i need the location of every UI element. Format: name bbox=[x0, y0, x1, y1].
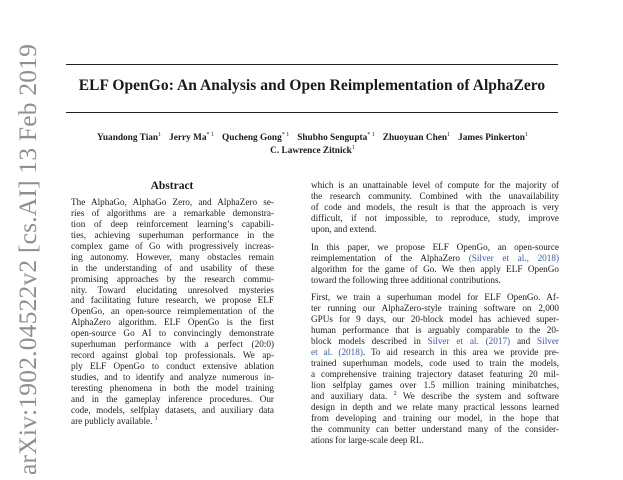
abstract-line-text: ply ELF OpenGo to conduct extensive ablation bbox=[71, 361, 274, 372]
abstract-line-text: code, models, selfplay datasets, and auxiliary data bbox=[71, 404, 274, 415]
footnote-marker: 1 bbox=[154, 415, 158, 422]
citation-link[interactable]: (Silver et al., 2018) bbox=[468, 252, 560, 263]
author-affiliation-mark: * 1 bbox=[367, 132, 375, 138]
body-text: GPUs for 9 days, our 20-block model has achieved super- bbox=[311, 314, 559, 325]
body-text: ations for large-scale deep RL. bbox=[311, 434, 424, 445]
author-name: Yuandong Tian bbox=[97, 133, 159, 143]
footnote-marker: 2 bbox=[393, 390, 397, 397]
body-line bbox=[311, 402, 559, 413]
body-text: which is an unattainable level of compute for the majority of bbox=[311, 180, 559, 190]
body-line bbox=[311, 303, 559, 314]
body-line bbox=[311, 264, 559, 275]
abstract-line-text: open-source Go AI to convincingly demonstrate bbox=[71, 328, 274, 339]
arxiv-stamp: arXiv:1902.04522v2 [cs.AI] 13 Feb 2019 bbox=[13, 43, 42, 475]
body-text: difficult, if not impossible, to reproduce, study, improve bbox=[311, 212, 559, 223]
body-text: toward the following three additional contributions. bbox=[311, 274, 501, 285]
citation-link[interactable]: et al. bbox=[311, 347, 333, 358]
abstract-line-text: are publicly available. bbox=[71, 415, 153, 426]
author bbox=[270, 146, 355, 156]
body-text: the research community. Combined with the unavailability bbox=[311, 190, 559, 201]
abstract-line bbox=[71, 394, 274, 405]
body-text: We describe the system and software bbox=[396, 390, 559, 401]
body-text: algorithm for the game of Go. We then apply ELF OpenGo bbox=[311, 263, 559, 274]
body-line bbox=[311, 347, 559, 358]
abstract-line-text: and in the gameplay inference procedures. Our bbox=[71, 393, 274, 404]
abstract-line-text: ries of algorithms are a remarkable demonstra- bbox=[71, 207, 274, 218]
body-line bbox=[311, 275, 559, 286]
body-line bbox=[311, 314, 559, 325]
body-line bbox=[311, 413, 559, 424]
paragraph bbox=[311, 242, 559, 286]
abstract-line-text: record against global top professionals. We ap- bbox=[71, 350, 274, 361]
body-line bbox=[311, 380, 559, 391]
body-line bbox=[311, 336, 559, 347]
body-text bbox=[479, 336, 486, 346]
citation-link[interactable]: Silver et al. bbox=[427, 336, 479, 347]
body-line bbox=[311, 242, 559, 253]
body-line bbox=[311, 191, 559, 202]
author-list-continued bbox=[40, 146, 585, 156]
abstract-line bbox=[71, 285, 274, 296]
body-line bbox=[311, 253, 559, 264]
author-affiliation-mark: 1 bbox=[524, 132, 528, 138]
body-text: human performance that is arguably comparable to the 20- bbox=[311, 325, 559, 336]
abstract-line bbox=[71, 241, 274, 252]
body-text: and auxiliary data. bbox=[311, 390, 394, 401]
author bbox=[169, 133, 214, 143]
abstract-line-text: teresting phenomena in both the model training bbox=[71, 382, 274, 393]
abstract-line-text: OpenGo, an open-source reimplementation of the bbox=[71, 306, 274, 317]
abstract-line-text: complex game of Go with progressively increas- bbox=[71, 240, 274, 251]
body-line bbox=[311, 292, 559, 303]
author-name: Jerry Ma bbox=[169, 133, 207, 143]
body-line bbox=[311, 435, 559, 446]
abstract-line bbox=[71, 274, 274, 285]
abstract-line-text: ing autonomy. However, many obstacles remain bbox=[71, 251, 274, 262]
author-name: James Pinkerton bbox=[458, 133, 525, 143]
abstract-line bbox=[71, 383, 274, 394]
abstract-line bbox=[71, 339, 274, 350]
abstract-line-text: studies, and to identify and analyze numerous in- bbox=[71, 372, 274, 382]
body-line bbox=[311, 358, 559, 369]
body-text: . To aid research in this area we provide pre- bbox=[362, 347, 559, 358]
body-text: In this paper, we propose ELF OpenGo, an open-source bbox=[311, 241, 559, 252]
author bbox=[383, 133, 450, 143]
abstract-line bbox=[71, 263, 274, 274]
body-line bbox=[311, 202, 559, 213]
body-text: lion selfplay games over 1.5 million training minibatches, bbox=[311, 379, 559, 390]
body-line bbox=[311, 391, 559, 402]
abstract-body bbox=[71, 197, 274, 427]
author bbox=[97, 133, 161, 143]
abstract-line bbox=[71, 230, 274, 241]
abstract-line bbox=[71, 416, 274, 427]
abstract-line bbox=[71, 350, 274, 361]
abstract-line bbox=[71, 295, 274, 306]
body-line bbox=[311, 213, 559, 224]
body-text: trained superhuman models, code used to train the models, bbox=[311, 358, 559, 369]
body-line bbox=[311, 424, 559, 435]
title-rule-bottom bbox=[66, 112, 558, 113]
abstract-line bbox=[71, 361, 274, 372]
body-text: from developing and training our model, in the hope that bbox=[311, 412, 559, 423]
citation-link[interactable]: Silver bbox=[537, 336, 559, 347]
body-text: and bbox=[510, 336, 538, 347]
abstract-line-text: The AlphaGo, AlphaGo Zero, and AlphaZero se- bbox=[71, 197, 274, 207]
abstract-line bbox=[71, 219, 274, 230]
author-affiliation-mark: * 1 bbox=[281, 132, 290, 138]
abstract-line bbox=[71, 317, 274, 328]
body-line bbox=[311, 224, 559, 235]
abstract-line bbox=[71, 328, 274, 339]
abstract-line bbox=[71, 372, 274, 383]
body-line bbox=[311, 180, 559, 191]
body-line bbox=[311, 325, 559, 336]
citation-link[interactable]: (2017) bbox=[485, 336, 511, 347]
abstract-line-text: promising approaches by the research commu- bbox=[71, 273, 274, 284]
body-text: block models described in bbox=[311, 336, 428, 347]
body-text: upon, and extend. bbox=[311, 223, 377, 234]
author-affiliation-mark: 1 bbox=[158, 132, 162, 138]
author-name: Qucheng Gong bbox=[222, 133, 282, 143]
body-text: a comprehensive training trajectory dataset featuring 20 mil- bbox=[311, 369, 559, 379]
body-text: reimplementation of the AlphaZero bbox=[311, 252, 469, 263]
author-affiliation-mark: * 1 bbox=[206, 132, 215, 138]
paragraph bbox=[311, 180, 559, 235]
abstract-heading: Abstract bbox=[150, 180, 194, 192]
abstract-line bbox=[71, 405, 274, 416]
abstract-line bbox=[71, 208, 274, 219]
abstract-line-text: ties, achieving superhuman performance in the bbox=[71, 229, 274, 240]
abstract-line bbox=[71, 252, 274, 263]
author-affiliation-mark: 1 bbox=[351, 145, 355, 151]
abstract-line-text: superhuman performance with a perfect (20:0) bbox=[71, 339, 274, 350]
author-list bbox=[40, 133, 585, 143]
introduction-column bbox=[311, 180, 559, 453]
paragraph bbox=[311, 292, 559, 445]
author-name: C. Lawrence Zitnick bbox=[270, 146, 352, 156]
abstract-line-text: and facilitating future research, we propose ELF bbox=[71, 295, 274, 306]
author bbox=[222, 133, 289, 143]
abstract-line bbox=[71, 306, 274, 317]
body-text: the community can better understand many of the consider- bbox=[311, 423, 559, 434]
abstract-line bbox=[71, 197, 274, 208]
body-text: ter running our AlphaZero-style training software on 2,000 bbox=[311, 303, 559, 314]
body-text: design in depth and we relate many practical lessons learned bbox=[311, 401, 559, 412]
author bbox=[458, 133, 528, 143]
body-text: of code and models, the result is that the approach is very bbox=[311, 201, 559, 212]
abstract-line-text: AlphaZero algorithm. ELF OpenGo is the first bbox=[71, 317, 274, 328]
citation-link[interactable]: (2018) bbox=[338, 347, 363, 358]
body-line bbox=[311, 369, 559, 380]
abstract-line-text: in the understanding of and usability of these bbox=[71, 262, 274, 273]
author-name: Zhuoyuan Chen bbox=[382, 133, 448, 143]
author-affiliation-mark: 1 bbox=[447, 132, 451, 138]
author bbox=[297, 133, 375, 143]
abstract-line-text: nity. Toward elucidating unresolved mysteries bbox=[71, 284, 274, 295]
paper-title: ELF OpenGo: An Analysis and Open Reimplementation of AlphaZero bbox=[78, 77, 546, 94]
abstract-line-text: tion of deep reinforcement learning’s capabili- bbox=[71, 218, 274, 229]
title-rule-top bbox=[66, 64, 558, 65]
body-text: First, we train a superhuman model for ELF OpenGo. Af- bbox=[311, 292, 559, 303]
author-name: Shubho Sengupta bbox=[297, 133, 368, 143]
